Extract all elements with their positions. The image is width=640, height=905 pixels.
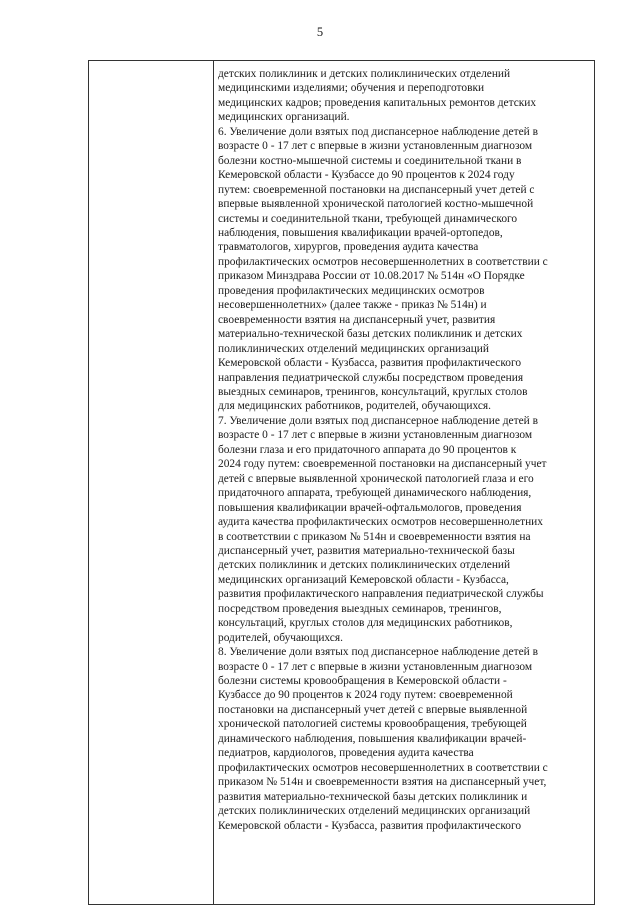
document-table xyxy=(88,60,595,905)
paragraph-continuation: детских поликлиник и детских поликлинических отделений медицинскими изделиями; обучения и переподготовки медицинских кадров; проведения капитальных ремонтов детских медицинских организаций. xyxy=(218,68,537,124)
right-column-cell xyxy=(214,61,595,905)
paragraph-item-7: 7. Увеличение доли взятых под диспансерное наблюдение детей в возрасте 0 - 17 лет с впервые в жизни установленным диагнозом болезни глаза и его придаточного аппарата до 90 процентов к 2024 году путем: своевременной постановки на диспансерный учет детей с впервые выявленной хронической патологией глаза и его придаточного аппарата, требующей динамического наблюдения, повышения квалификации врачей-офтальмологов, проведения аудита качества профилактических осмотров несовершеннолетних в соответствии с приказом № 514н и своевременности взятия на диспансерный учет, развития материально-технической базы детских поликлиник и детских поликлинических отделений медицинских организаций Кемеровской области - Кузбасса, развития профилактического направления педиатрической службы посредством проведения выездных семинаров, тренингов, консультаций, круглых столов для медицинских работников, родителей, обучающихся. xyxy=(218,414,547,644)
paragraph-item-8: 8. Увеличение доли взятых под диспансерное наблюдение детей в возрасте 0 - 17 лет с впервые в жизни установленным диагнозом болезни системы кровообращения в Кемеровской области - Кузбассе до 90 процентов к 2024 году путем: своевременной постановки на диспансерный учет детей с впервые выявленной хронической патологией системы кровообращения, требующей динамического наблюдения, повышения квалификации врачей- педиатров, кардиологов, проведения аудита качества профилактических осмотров несовершеннолетних в соответствии с приказом № 514н и своевременности взятия на диспансерный учет, развития материально-технической базы детских поликлиник и детских поликлинических отделений медицинских организаций Кемеровской области - Кузбасса, развития профилактического xyxy=(218,646,548,832)
left-column-cell xyxy=(89,61,214,905)
table-row xyxy=(89,61,595,905)
paragraph-item-6: 6. Увеличение доли взятых под диспансерное наблюдение детей в возрасте 0 - 17 лет с впервые в жизни установленным диагнозом болезни костно-мышечной системы и соединительной ткани в Кемеровской области - Кузбассе до 90 процентов к 2024 году путем: своевременной постановки на диспансерный учет детей с впервые выявленной хронической патологией костно-мышечной системы и соединительной ткани, требующей динамического наблюдения, повышения квалификации врачей-ортопедов, травматологов, хирургов, проведения аудита качества профилактических осмотров несовершеннолетних в соответствии с приказом Минздрава России от 10.08.2017 № 514н «О Порядке проведения профилактических медицинских осмотров несовершеннолетних» (далее также - приказ № 514н) и своевременности взятия на диспансерный учет, развития материально-технической базы детских поликлиник и детских поликлинических отделений медицинских организаций Кемеровской области - Кузбасса, развития профилактического направления педиатрической службы посредством проведения выездных семинаров, тренингов, консультаций, круглых столов для медицинских работников, родителей, обучающихся. xyxy=(218,125,548,413)
page-number: 5 xyxy=(316,25,324,39)
